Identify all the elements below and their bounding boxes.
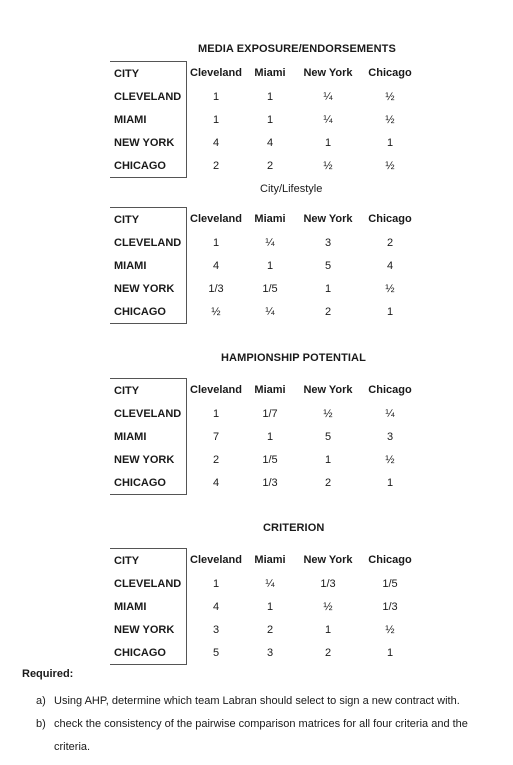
table-row <box>110 108 419 131</box>
table-cell: 1/3 <box>320 577 336 590</box>
table-header-row <box>110 62 419 86</box>
table-cell: 4 <box>212 600 220 613</box>
column-header: Chicago <box>368 67 412 80</box>
column-header: Cleveland <box>190 384 242 397</box>
table-cell: 1 <box>386 305 394 318</box>
table-cell: 2 <box>324 476 332 489</box>
criterion-table <box>110 548 420 665</box>
table-cell: 2 <box>212 159 220 172</box>
column-header-city: CITY <box>110 549 187 573</box>
row-city-label: CLEVELAND <box>110 572 187 595</box>
column-header: Chicago <box>368 213 412 226</box>
table-cell: ½ <box>385 90 395 103</box>
required-item-marker: a) <box>36 695 46 707</box>
required-item-text: check the consistency of the pairwise comparison matrices for all four criteria and the criteria. <box>54 718 468 753</box>
column-header: New York <box>303 554 353 567</box>
table-row <box>110 402 419 425</box>
championship-potential-heading: HAMPIONSHIP POTENTIAL <box>221 352 366 364</box>
city-lifestyle-heading: City/Lifestyle <box>260 183 323 195</box>
table-row <box>110 641 419 665</box>
table-cell: 2 <box>266 623 274 636</box>
table-cell: 3 <box>324 236 332 249</box>
table-row <box>110 448 419 471</box>
table-cell: 2 <box>212 453 220 466</box>
table-cell: ¼ <box>385 407 395 420</box>
column-header: Cleveland <box>190 213 242 226</box>
table-cell: 4 <box>212 136 220 149</box>
table-header-row <box>110 208 419 232</box>
table-cell: 1 <box>324 453 332 466</box>
table-cell: 1 <box>324 282 332 295</box>
table-cell: ¼ <box>323 113 333 126</box>
column-header: Cleveland <box>190 67 242 80</box>
row-city-label: CHICAGO <box>110 154 187 178</box>
table-row <box>110 131 419 154</box>
row-city-label: NEW YORK <box>110 448 187 471</box>
table-cell: 1/5 <box>262 282 278 295</box>
table-cell: 2 <box>324 305 332 318</box>
table-cell: 1/5 <box>382 577 398 590</box>
row-city-label: CHICAGO <box>110 471 187 495</box>
row-city-label: MIAMI <box>110 425 187 448</box>
table-cell: 1/3 <box>262 476 278 489</box>
row-city-label: CHICAGO <box>110 641 187 665</box>
criterion-heading: CRITERION <box>263 522 325 534</box>
table-header-row <box>110 549 419 573</box>
table-row <box>110 154 419 178</box>
media-exposure-table <box>110 61 420 178</box>
table-cell: 2 <box>266 159 274 172</box>
table-cell: 3 <box>386 430 394 443</box>
table-cell: 1 <box>212 236 220 249</box>
table-cell: ½ <box>323 407 333 420</box>
table-cell: 3 <box>212 623 220 636</box>
required-item-b <box>36 713 504 759</box>
table-cell: ½ <box>385 282 395 295</box>
column-header: New York <box>303 67 353 80</box>
table-cell: ½ <box>385 113 395 126</box>
column-header: New York <box>303 384 353 397</box>
table-cell: 1 <box>266 600 274 613</box>
championship-potential-table <box>110 378 420 495</box>
required-list <box>36 690 504 759</box>
table-cell: 4 <box>266 136 274 149</box>
table-cell: 3 <box>266 646 274 659</box>
table-row <box>110 618 419 641</box>
media-exposure-heading: MEDIA EXPOSURE/ENDORSEMENTS <box>198 43 396 55</box>
column-header-city: CITY <box>110 379 187 403</box>
column-header-city: CITY <box>110 62 187 86</box>
table-cell: ½ <box>323 159 333 172</box>
row-city-label: CHICAGO <box>110 300 187 324</box>
table-cell: 1 <box>212 113 220 126</box>
required-label: Required: <box>22 668 74 680</box>
table-cell: 5 <box>212 646 220 659</box>
table-row <box>110 300 419 324</box>
table-cell: 4 <box>212 476 220 489</box>
required-item-marker: b) <box>36 718 46 730</box>
city-lifestyle-table <box>110 207 420 324</box>
table-cell: 1/5 <box>262 453 278 466</box>
table-cell: 1 <box>212 577 220 590</box>
table-cell: 1 <box>386 136 394 149</box>
table-cell: ¼ <box>265 305 275 318</box>
table-cell: 2 <box>386 236 394 249</box>
table-cell: 1 <box>324 623 332 636</box>
column-header: Cleveland <box>190 554 242 567</box>
table-cell: ½ <box>385 623 395 636</box>
row-city-label: CLEVELAND <box>110 85 187 108</box>
table-cell: 1 <box>324 136 332 149</box>
table-cell: 1 <box>266 113 274 126</box>
table-cell: 1 <box>386 476 394 489</box>
table-row <box>110 471 419 495</box>
table-cell: 5 <box>324 259 332 272</box>
column-header: Miami <box>254 213 286 226</box>
table-row <box>110 595 419 618</box>
table-header-row <box>110 379 419 403</box>
row-city-label: MIAMI <box>110 254 187 277</box>
row-city-label: NEW YORK <box>110 131 187 154</box>
table-cell: ½ <box>385 159 395 172</box>
table-cell: 1/3 <box>382 600 398 613</box>
column-header-city: CITY <box>110 208 187 232</box>
column-header: Miami <box>254 67 286 80</box>
table-row <box>110 277 419 300</box>
column-header: Miami <box>254 554 286 567</box>
table-row <box>110 254 419 277</box>
row-city-label: NEW YORK <box>110 618 187 641</box>
row-city-label: CLEVELAND <box>110 231 187 254</box>
table-cell: 1 <box>212 407 220 420</box>
row-city-label: CLEVELAND <box>110 402 187 425</box>
table-cell: 1 <box>386 646 394 659</box>
column-header: Miami <box>254 384 286 397</box>
table-cell: ½ <box>385 453 395 466</box>
table-cell: 1 <box>212 90 220 103</box>
row-city-label: NEW YORK <box>110 277 187 300</box>
row-city-label: MIAMI <box>110 595 187 618</box>
table-cell: 4 <box>386 259 394 272</box>
table-row <box>110 572 419 595</box>
table-cell: 1/7 <box>262 407 278 420</box>
row-city-label: MIAMI <box>110 108 187 131</box>
table-cell: 5 <box>324 430 332 443</box>
table-cell: 2 <box>324 646 332 659</box>
table-cell: ¼ <box>265 577 275 590</box>
table-row <box>110 85 419 108</box>
table-cell: ½ <box>211 305 221 318</box>
table-cell: ¼ <box>265 236 275 249</box>
table-cell: 7 <box>212 430 220 443</box>
table-cell: ¼ <box>323 90 333 103</box>
table-cell: 1 <box>266 259 274 272</box>
column-header: New York <box>303 213 353 226</box>
table-cell: 1 <box>266 90 274 103</box>
table-cell: ½ <box>323 600 333 613</box>
required-item-text: Using AHP, determine which team Labran should select to sign a new contract with. <box>54 695 460 707</box>
required-item-a <box>36 690 504 713</box>
table-cell: 4 <box>212 259 220 272</box>
column-header: Chicago <box>368 554 412 567</box>
table-cell: 1 <box>266 430 274 443</box>
column-header: Chicago <box>368 384 412 397</box>
table-cell: 1/3 <box>208 282 224 295</box>
table-row <box>110 425 419 448</box>
table-row <box>110 231 419 254</box>
